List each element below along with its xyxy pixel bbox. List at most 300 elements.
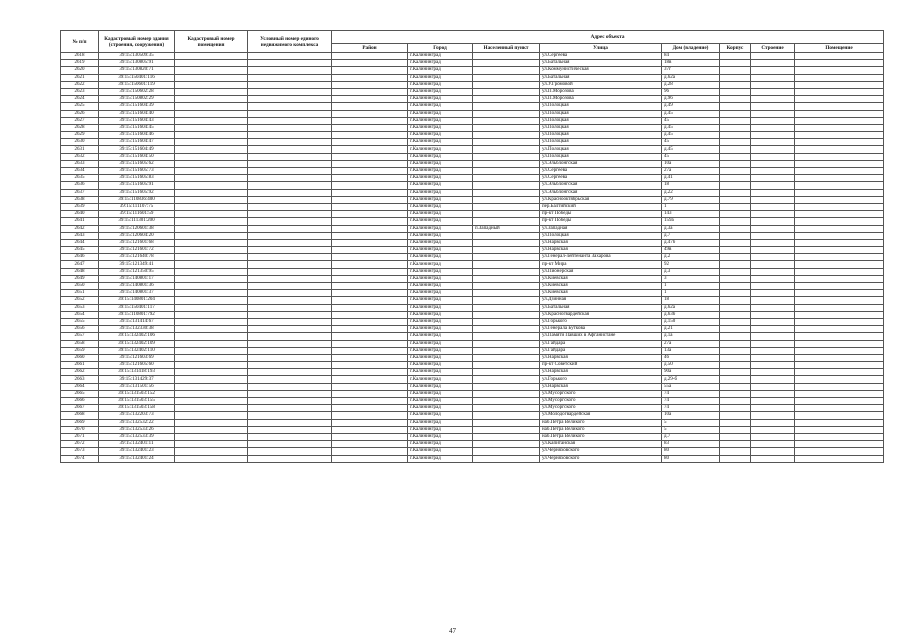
cell-house: д.7	[662, 232, 720, 239]
table-row	[61, 60, 884, 67]
cell-street: ул.П.Морозова	[540, 88, 662, 95]
cell-empty	[332, 74, 408, 81]
table-row	[61, 333, 884, 340]
cell-empty	[248, 160, 332, 167]
cell-empty	[795, 96, 884, 103]
cell-street: ул.Сергеева	[540, 175, 662, 182]
cell-city: г.Калининград	[408, 297, 473, 304]
cell-street: ул.Мусоргского	[540, 390, 662, 397]
cell-empty	[751, 74, 795, 81]
cell-street: наб.Петра Великого	[540, 433, 662, 440]
cell-empty	[332, 433, 408, 440]
cell-empty	[175, 225, 248, 232]
cell-city: г.Калининград	[408, 88, 473, 95]
cell-empty	[248, 74, 332, 81]
cell-house: 90а	[662, 369, 720, 376]
cell-cad: 39:15:121603:69	[99, 354, 175, 361]
cell-empty	[248, 369, 332, 376]
cell-house: д.41	[662, 175, 720, 182]
cell-empty	[332, 189, 408, 196]
cell-empty	[751, 117, 795, 124]
cell-empty	[332, 139, 408, 146]
cell-house: 80	[662, 455, 720, 462]
cell-cad: 39:15:151605:62	[99, 160, 175, 167]
cell-cad: 39:15:132401:11	[99, 441, 175, 448]
cell-house: д.79	[662, 196, 720, 203]
cell-empty	[795, 132, 884, 139]
cell-empty	[332, 362, 408, 369]
cell-empty	[248, 304, 332, 311]
cell-settlement	[473, 239, 540, 246]
cell-settlement	[473, 203, 540, 210]
cell-empty	[751, 311, 795, 318]
cell-empty	[248, 347, 332, 354]
cell-house: 92	[662, 261, 720, 268]
cell-cad: 39:15:111601:59	[99, 211, 175, 218]
cell-empty	[720, 88, 751, 95]
cell-cad: 39:15:132533:39	[99, 433, 175, 440]
cell-empty	[720, 139, 751, 146]
cell-settlement	[473, 275, 540, 282]
cell-cad: 39:15:121605:60	[99, 362, 175, 369]
cell-settlement	[473, 110, 540, 117]
cell-street: наб.Петра Великого	[540, 426, 662, 433]
cell-empty	[248, 419, 332, 426]
cell-settlement: п.Западный	[473, 225, 540, 232]
cell-settlement	[473, 139, 540, 146]
table-row	[61, 426, 884, 433]
cell-empty	[175, 405, 248, 412]
cell-empty	[751, 203, 795, 210]
cell-settlement	[473, 103, 540, 110]
cell-empty	[332, 175, 408, 182]
cell-city: г.Калининград	[408, 275, 473, 282]
table-row	[61, 268, 884, 275]
cell-empty	[795, 311, 884, 318]
cell-empty	[175, 318, 248, 325]
cell-street: ул.Сергеева	[540, 53, 662, 60]
cell-n: 2629	[61, 132, 99, 139]
cell-n: 2659	[61, 347, 99, 354]
cell-street: пер.Балтийский	[540, 203, 662, 210]
cell-empty	[248, 405, 332, 412]
cell-empty	[248, 225, 332, 232]
cell-empty	[248, 333, 332, 340]
cell-empty	[332, 239, 408, 246]
cell-n: 2627	[61, 117, 99, 124]
cell-city: г.Калининград	[408, 261, 473, 268]
cell-house: д.7	[662, 433, 720, 440]
cell-cad: 39:15:132402:110	[99, 347, 175, 354]
cell-house: д.1а	[662, 333, 720, 340]
cell-n: 2634	[61, 168, 99, 175]
cell-n: 2661	[61, 362, 99, 369]
registry-table	[60, 30, 884, 463]
cell-empty	[248, 175, 332, 182]
cell-empty	[795, 67, 884, 74]
cell-empty	[751, 139, 795, 146]
cell-empty	[720, 160, 751, 167]
cell-empty	[720, 268, 751, 275]
cell-house: 18	[662, 297, 720, 304]
cell-house: д.49	[662, 103, 720, 110]
cell-city: г.Калининград	[408, 139, 473, 146]
cell-house: д.63б	[662, 311, 720, 318]
cell-street: ул.Батальная	[540, 60, 662, 67]
cell-empty	[175, 326, 248, 333]
cell-n: 2645	[61, 247, 99, 254]
cell-empty	[751, 340, 795, 347]
cell-settlement	[473, 254, 540, 261]
cell-empty	[332, 369, 408, 376]
cell-settlement	[473, 347, 540, 354]
cell-cad: 39:15:132532:22	[99, 419, 175, 426]
cell-empty	[248, 455, 332, 462]
cell-house: 45	[662, 153, 720, 160]
cell-settlement	[473, 426, 540, 433]
cell-n: 2620	[61, 67, 99, 74]
cell-empty	[795, 283, 884, 290]
cell-empty	[795, 297, 884, 304]
table-row	[61, 232, 884, 239]
cell-n: 2657	[61, 333, 99, 340]
cell-settlement	[473, 405, 540, 412]
cell-empty	[720, 290, 751, 297]
cell-n: 2671	[61, 433, 99, 440]
cell-city: г.Калининград	[408, 96, 473, 103]
cell-empty	[795, 103, 884, 110]
cell-n: 2662	[61, 369, 99, 376]
header-region: Район	[332, 44, 408, 53]
cell-street: ул.Полоцкая	[540, 139, 662, 146]
cell-n: 2623	[61, 88, 99, 95]
cell-empty	[751, 60, 795, 67]
cell-city: г.Калининград	[408, 326, 473, 333]
cell-empty	[332, 211, 408, 218]
cell-empty	[751, 448, 795, 455]
cell-street: ул.Красногвардейская	[540, 311, 662, 318]
cell-settlement	[473, 354, 540, 361]
cell-empty	[751, 383, 795, 390]
cell-empty	[795, 347, 884, 354]
cell-empty	[332, 441, 408, 448]
cell-house: д.47б	[662, 239, 720, 246]
cell-empty	[751, 254, 795, 261]
cell-city: г.Калининград	[408, 304, 473, 311]
cell-empty	[720, 354, 751, 361]
cell-empty	[248, 211, 332, 218]
table-row	[61, 318, 884, 325]
table-row	[61, 139, 884, 146]
cell-city: г.Калининград	[408, 333, 473, 340]
cell-city: г.Калининград	[408, 433, 473, 440]
cell-empty	[332, 347, 408, 354]
table-row	[61, 160, 884, 167]
cell-settlement	[473, 383, 540, 390]
cell-empty	[795, 146, 884, 153]
table-row	[61, 218, 884, 225]
cell-settlement	[473, 283, 540, 290]
cell-empty	[175, 88, 248, 95]
cell-empty	[248, 340, 332, 347]
cell-city: г.Калининград	[408, 146, 473, 153]
cell-house: 1	[662, 203, 720, 210]
cell-empty	[248, 268, 332, 275]
cell-house: д.50	[662, 362, 720, 369]
cell-empty	[751, 333, 795, 340]
cell-empty	[332, 88, 408, 95]
cell-n: 2647	[61, 261, 99, 268]
cell-cad: 39:15:110801:792	[99, 311, 175, 318]
cell-empty	[332, 160, 408, 167]
cell-empty	[720, 311, 751, 318]
cell-settlement	[473, 333, 540, 340]
cell-settlement	[473, 96, 540, 103]
cell-empty	[332, 124, 408, 131]
cell-empty	[248, 433, 332, 440]
cell-n: 2650	[61, 283, 99, 290]
cell-empty	[751, 369, 795, 376]
cell-empty	[720, 124, 751, 131]
cell-settlement	[473, 441, 540, 448]
cell-empty	[795, 225, 884, 232]
cell-house: 45	[662, 117, 720, 124]
table-row	[61, 275, 884, 282]
cell-empty	[720, 196, 751, 203]
cell-n: 2674	[61, 455, 99, 462]
cell-empty	[248, 218, 332, 225]
cell-empty	[751, 304, 795, 311]
cell-empty	[175, 110, 248, 117]
table-row	[61, 383, 884, 390]
cell-empty	[751, 103, 795, 110]
cell-city: г.Калининград	[408, 369, 473, 376]
table-row	[61, 117, 884, 124]
cell-city: г.Калининград	[408, 153, 473, 160]
cell-empty	[751, 354, 795, 361]
cell-settlement	[473, 153, 540, 160]
cell-empty	[248, 311, 332, 318]
cell-empty	[795, 81, 884, 88]
cell-street: ул.Коммунистическая	[540, 67, 662, 74]
cell-street: ул.П.Морозова	[540, 96, 662, 103]
cell-empty	[751, 347, 795, 354]
cell-empty	[751, 168, 795, 175]
cell-empty	[332, 132, 408, 139]
cell-cad: 39:15:132401:23	[99, 448, 175, 455]
table-row	[61, 196, 884, 203]
cell-empty	[795, 354, 884, 361]
table-row	[61, 124, 884, 131]
cell-n: 2646	[61, 254, 99, 261]
cell-n: 2642	[61, 225, 99, 232]
cell-empty	[248, 196, 332, 203]
cell-cad: 39:15:130509:35	[99, 53, 175, 60]
table-row	[61, 390, 884, 397]
cell-empty	[175, 390, 248, 397]
cell-empty	[795, 362, 884, 369]
cell-city: г.Калининград	[408, 390, 473, 397]
cell-cad: 39:15:151604:40	[99, 110, 175, 117]
cell-empty	[332, 168, 408, 175]
table-row	[61, 433, 884, 440]
cell-city: г.Калининград	[408, 211, 473, 218]
cell-cad: 39:15:150401:117	[99, 304, 175, 311]
cell-empty	[795, 182, 884, 189]
cell-empty	[332, 318, 408, 325]
cell-empty	[720, 347, 751, 354]
table-row	[61, 412, 884, 419]
cell-empty	[795, 53, 884, 60]
cell-empty	[175, 247, 248, 254]
cell-empty	[248, 117, 332, 124]
cell-empty	[332, 53, 408, 60]
cell-empty	[175, 218, 248, 225]
table-row	[61, 261, 884, 268]
cell-empty	[332, 218, 408, 225]
cell-street: ул.Эльблонгская	[540, 182, 662, 189]
cell-empty	[720, 175, 751, 182]
cell-house: д.2	[662, 254, 720, 261]
cell-empty	[248, 232, 332, 239]
cell-settlement	[473, 268, 540, 275]
cell-n: 2639	[61, 203, 99, 210]
cell-empty	[795, 268, 884, 275]
cell-empty	[248, 139, 332, 146]
cell-empty	[720, 340, 751, 347]
cell-empty	[175, 182, 248, 189]
table-row	[61, 441, 884, 448]
cell-city: г.Калининград	[408, 318, 473, 325]
cell-cad: 39:15:151604:39	[99, 103, 175, 110]
cell-street: пр-кт Победы	[540, 211, 662, 218]
cell-empty	[751, 275, 795, 282]
cell-street: ул.У.Громовой	[540, 81, 662, 88]
cell-street: ул.Дзинная	[540, 297, 662, 304]
cell-cad: 39:15:151604:45	[99, 124, 175, 131]
cell-empty	[795, 239, 884, 246]
cell-n: 2633	[61, 160, 99, 167]
table-row	[61, 53, 884, 60]
cell-empty	[175, 203, 248, 210]
cell-city: г.Калининград	[408, 283, 473, 290]
cell-street: ул.Нарвская	[540, 369, 662, 376]
cell-empty	[248, 239, 332, 246]
cell-empty	[248, 290, 332, 297]
cell-n: 2640	[61, 211, 99, 218]
cell-empty	[795, 189, 884, 196]
cell-empty	[751, 182, 795, 189]
cell-settlement	[473, 326, 540, 333]
cell-n: 2618	[61, 53, 99, 60]
cell-city: г.Калининград	[408, 160, 473, 167]
cell-n: 2637	[61, 189, 99, 196]
cell-empty	[175, 398, 248, 405]
cell-cad: 39:15:151604:46	[99, 132, 175, 139]
cell-n: 2632	[61, 153, 99, 160]
cell-settlement	[473, 362, 540, 369]
cell-empty	[332, 268, 408, 275]
cell-n: 2638	[61, 196, 99, 203]
cell-empty	[175, 139, 248, 146]
cell-empty	[795, 117, 884, 124]
cell-empty	[175, 340, 248, 347]
cell-empty	[795, 405, 884, 412]
cell-empty	[248, 247, 332, 254]
cell-settlement	[473, 290, 540, 297]
cell-empty	[751, 362, 795, 369]
cell-settlement	[473, 132, 540, 139]
cell-settlement	[473, 398, 540, 405]
cell-empty	[332, 455, 408, 462]
cell-street: ул.Черняховского	[540, 455, 662, 462]
table-row	[61, 175, 884, 182]
cell-empty	[248, 297, 332, 304]
cell-empty	[332, 398, 408, 405]
table-row	[61, 146, 884, 153]
table-row	[61, 419, 884, 426]
cell-empty	[175, 211, 248, 218]
cell-settlement	[473, 81, 540, 88]
cell-settlement	[473, 433, 540, 440]
cell-cad: 39:15:110836:400	[99, 196, 175, 203]
table-row	[61, 203, 884, 210]
cell-empty	[720, 232, 751, 239]
cell-cad: 39:15:132330:38	[99, 326, 175, 333]
cell-empty	[720, 275, 751, 282]
cell-empty	[175, 419, 248, 426]
cell-house: 46	[662, 354, 720, 361]
cell-street: ул.Полоцкая	[540, 132, 662, 139]
cell-empty	[175, 376, 248, 383]
cell-cad: 39:15:151605:92	[99, 189, 175, 196]
cell-empty	[720, 103, 751, 110]
cell-cad: 39:15:121601:68	[99, 239, 175, 246]
cell-settlement	[473, 74, 540, 81]
cell-house: 74	[662, 405, 720, 412]
cell-empty	[332, 117, 408, 124]
cell-empty	[175, 117, 248, 124]
cell-empty	[751, 297, 795, 304]
header-settlement: Населенный пункт	[473, 44, 540, 53]
table-row	[61, 103, 884, 110]
cell-empty	[795, 326, 884, 333]
cell-settlement	[473, 53, 540, 60]
cell-street: пр-кт Мира	[540, 261, 662, 268]
cell-empty	[332, 81, 408, 88]
cell-cad: 39:15:131414:67	[99, 318, 175, 325]
cell-empty	[332, 426, 408, 433]
cell-empty	[175, 441, 248, 448]
cell-city: г.Калининград	[408, 232, 473, 239]
cell-empty	[751, 318, 795, 325]
cell-empty	[175, 132, 248, 139]
cell-empty	[332, 96, 408, 103]
cell-empty	[332, 153, 408, 160]
cell-empty	[795, 88, 884, 95]
cell-street: ул.Киевская	[540, 275, 662, 282]
cell-cad: 39:15:120604:20	[99, 232, 175, 239]
table-row	[61, 405, 884, 412]
cell-n: 2641	[61, 218, 99, 225]
cell-empty	[751, 218, 795, 225]
cell-empty	[795, 419, 884, 426]
cell-street: ул.Молодогвардейская	[540, 412, 662, 419]
cell-settlement	[473, 390, 540, 397]
cell-empty	[175, 232, 248, 239]
cell-cad: 39:15:130805:91	[99, 60, 175, 67]
cell-city: г.Калининград	[408, 376, 473, 383]
